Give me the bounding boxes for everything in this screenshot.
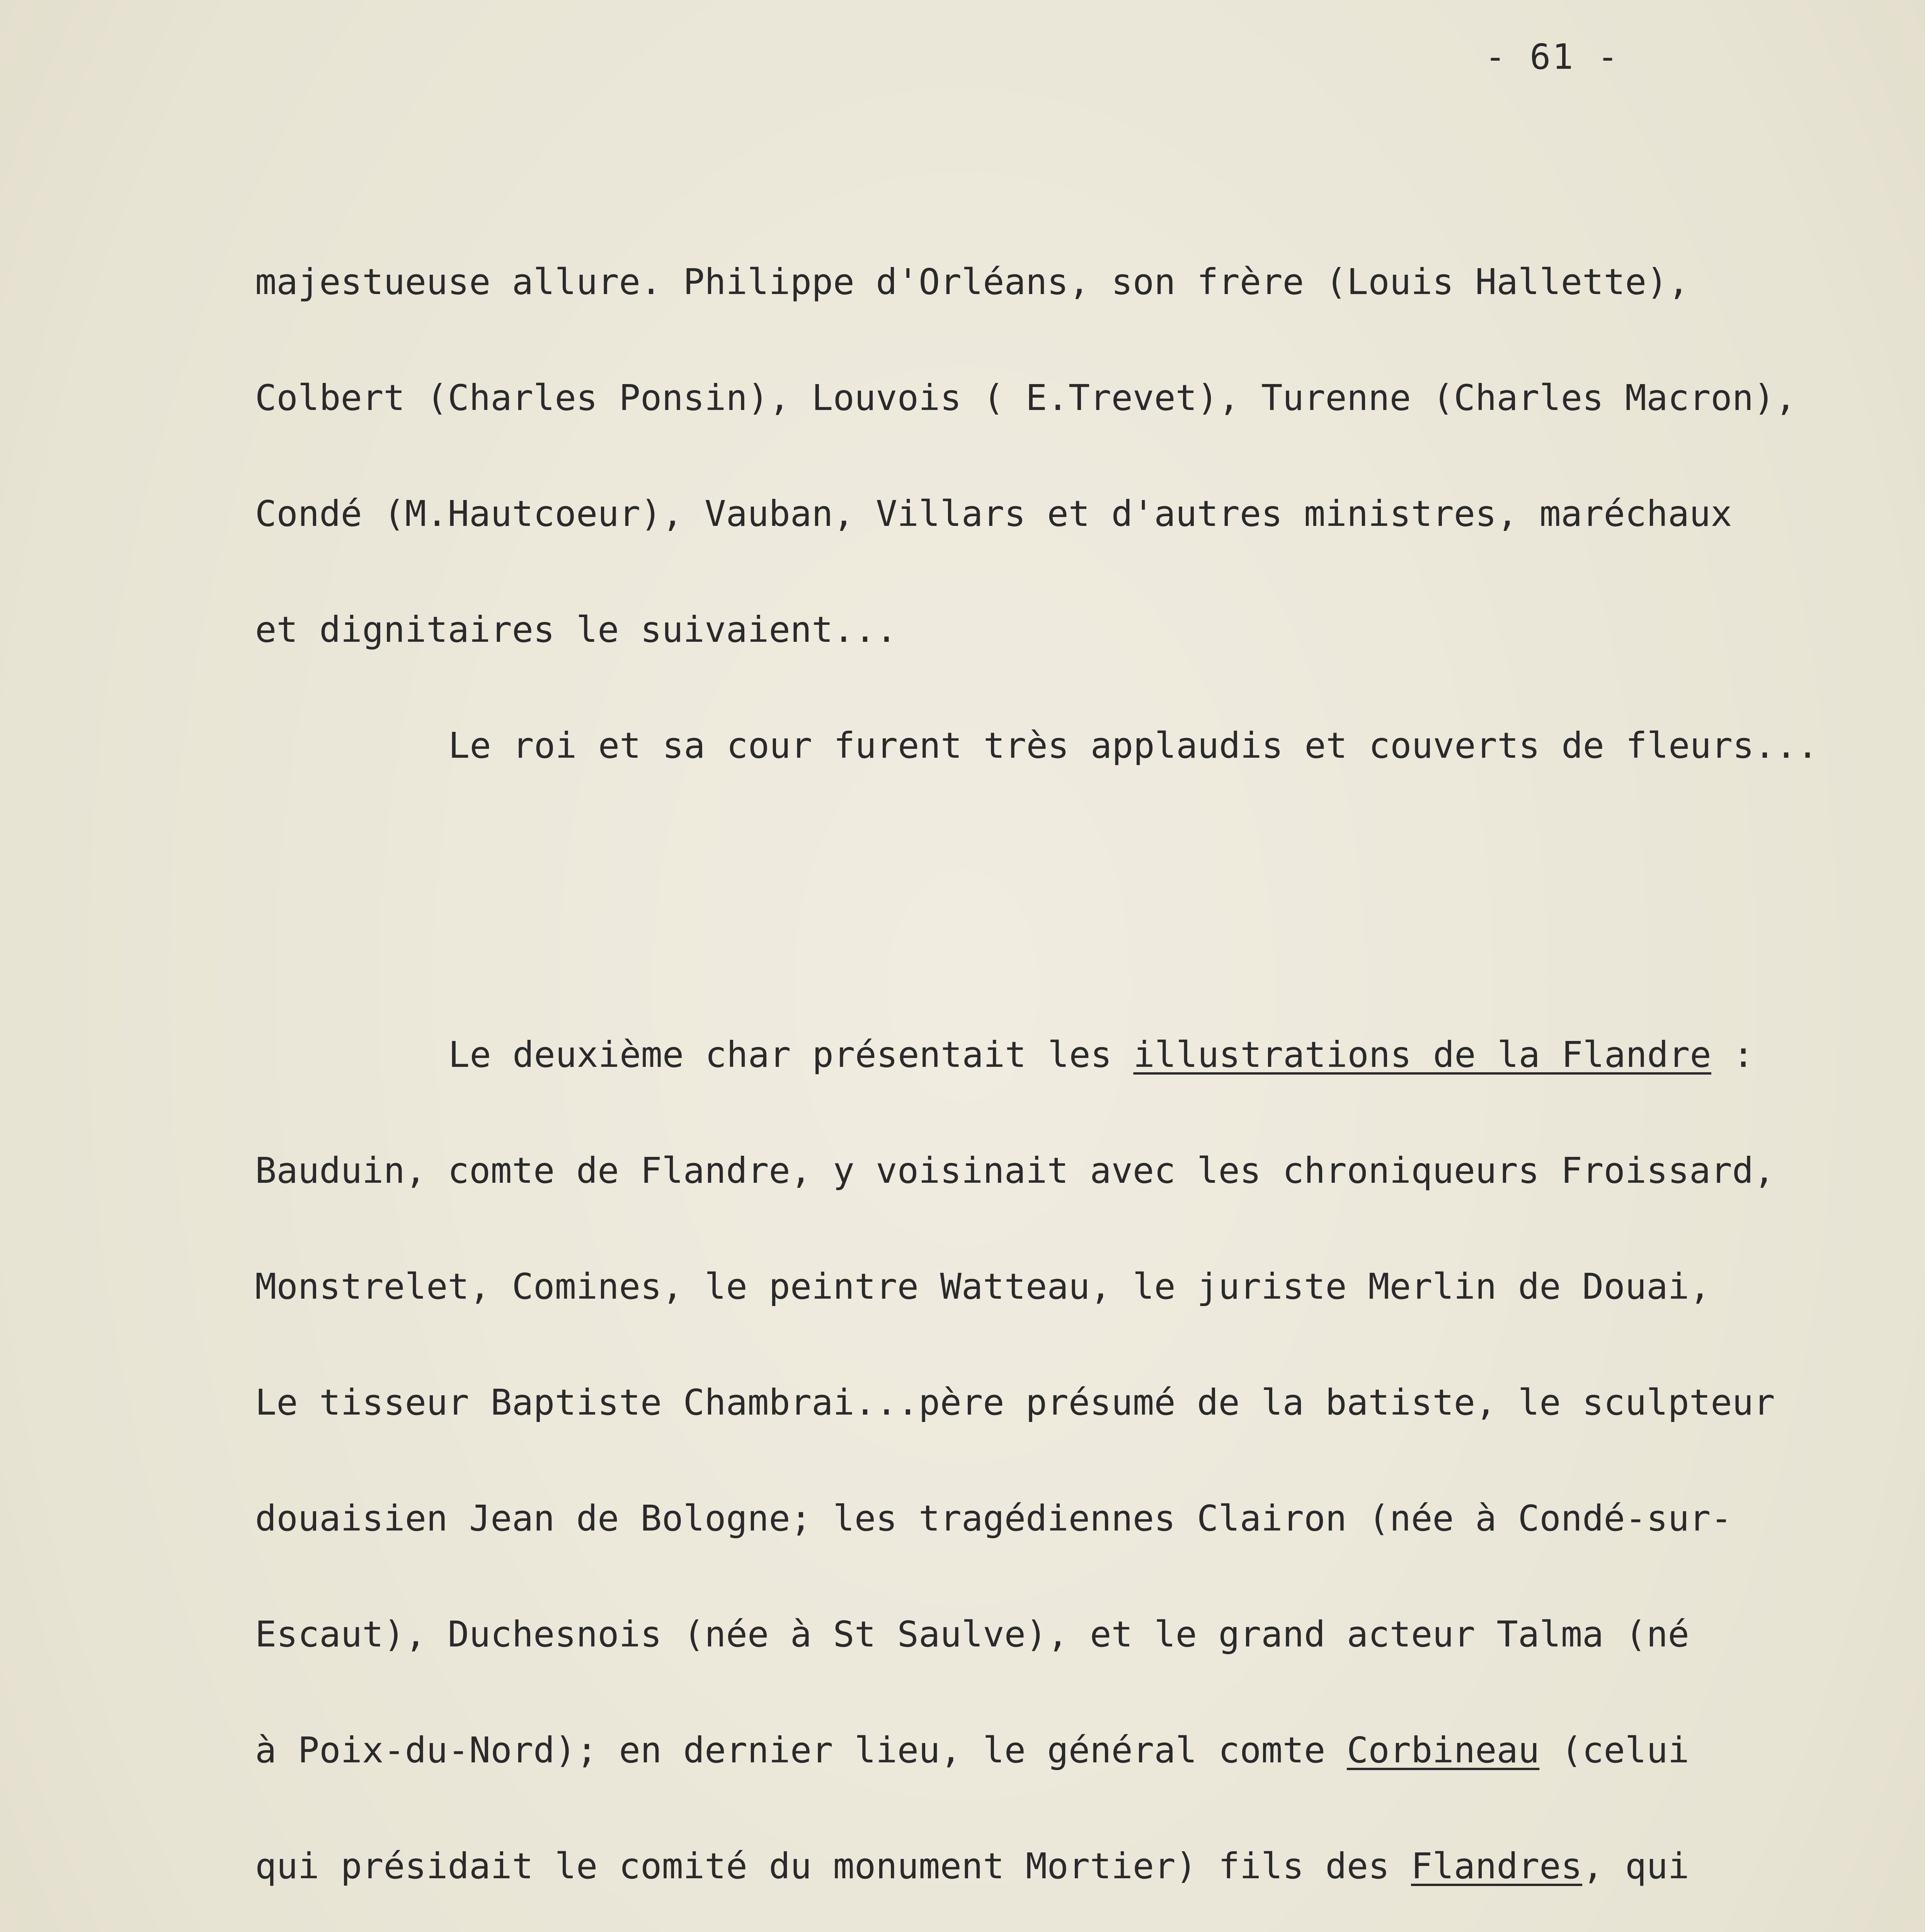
text-segment: : [1711, 1034, 1754, 1075]
text-segment: à Poix-du-Nord); en dernier lieu, le général comte [255, 1730, 1326, 1771]
page-number: - 61 - [1484, 37, 1620, 77]
text-line: Monstrelet, Comines, le peintre Watteau, le juriste Merlin de Douai, [255, 1266, 1711, 1307]
text-line [255, 1731, 1901, 1770]
text-segment: , qui [1582, 1845, 1690, 1887]
text-line: douaisien Jean de Bologne; les tragédiennes Clairon (née à Condé-sur- [255, 1498, 1732, 1539]
text-line: majestueuse allure. Philippe d'Orléans, son frère (Louis Hallette), [255, 261, 1690, 303]
text-line: Bauduin, comte de Flandre, y voisinait avec les chroniqueurs Froissard, [255, 1150, 1775, 1191]
text-line: Le roi et sa cour furent très applaudis et couverts de fleurs... [448, 725, 1818, 766]
body-text [255, 147, 1901, 1932]
text-line [255, 1036, 1901, 1074]
text-line [255, 1847, 1901, 1886]
text-segment: (celui [1539, 1730, 1690, 1771]
text-line: et dignitaires le suivaient... [255, 609, 897, 650]
text-line: Escaut), Duchesnois (née à St Saulve), et le grand acteur Talma (né [255, 1614, 1690, 1655]
underlined-phrase: Flandres [1411, 1845, 1583, 1887]
underlined-phrase: illustrations de la Flandre [1133, 1034, 1711, 1075]
underlined-phrase: Corbineau [1346, 1730, 1540, 1771]
text-line: Condé (M.Hautcoeur), Vauban, Villars et d'autres ministres, maréchaux [255, 493, 1732, 534]
text-line: Colbert (Charles Ponsin), Louvois ( E.Trevet), Turenne (Charles Macron), [255, 377, 1796, 418]
text-segment: Le deuxième char présentait les [448, 1034, 1112, 1075]
text-line: Le tisseur Baptiste Chambrai...père présumé de la batiste, le sculpteur [255, 1382, 1775, 1423]
text-segment: qui présidait le comité du monument Mortier) fils des [255, 1845, 1390, 1887]
